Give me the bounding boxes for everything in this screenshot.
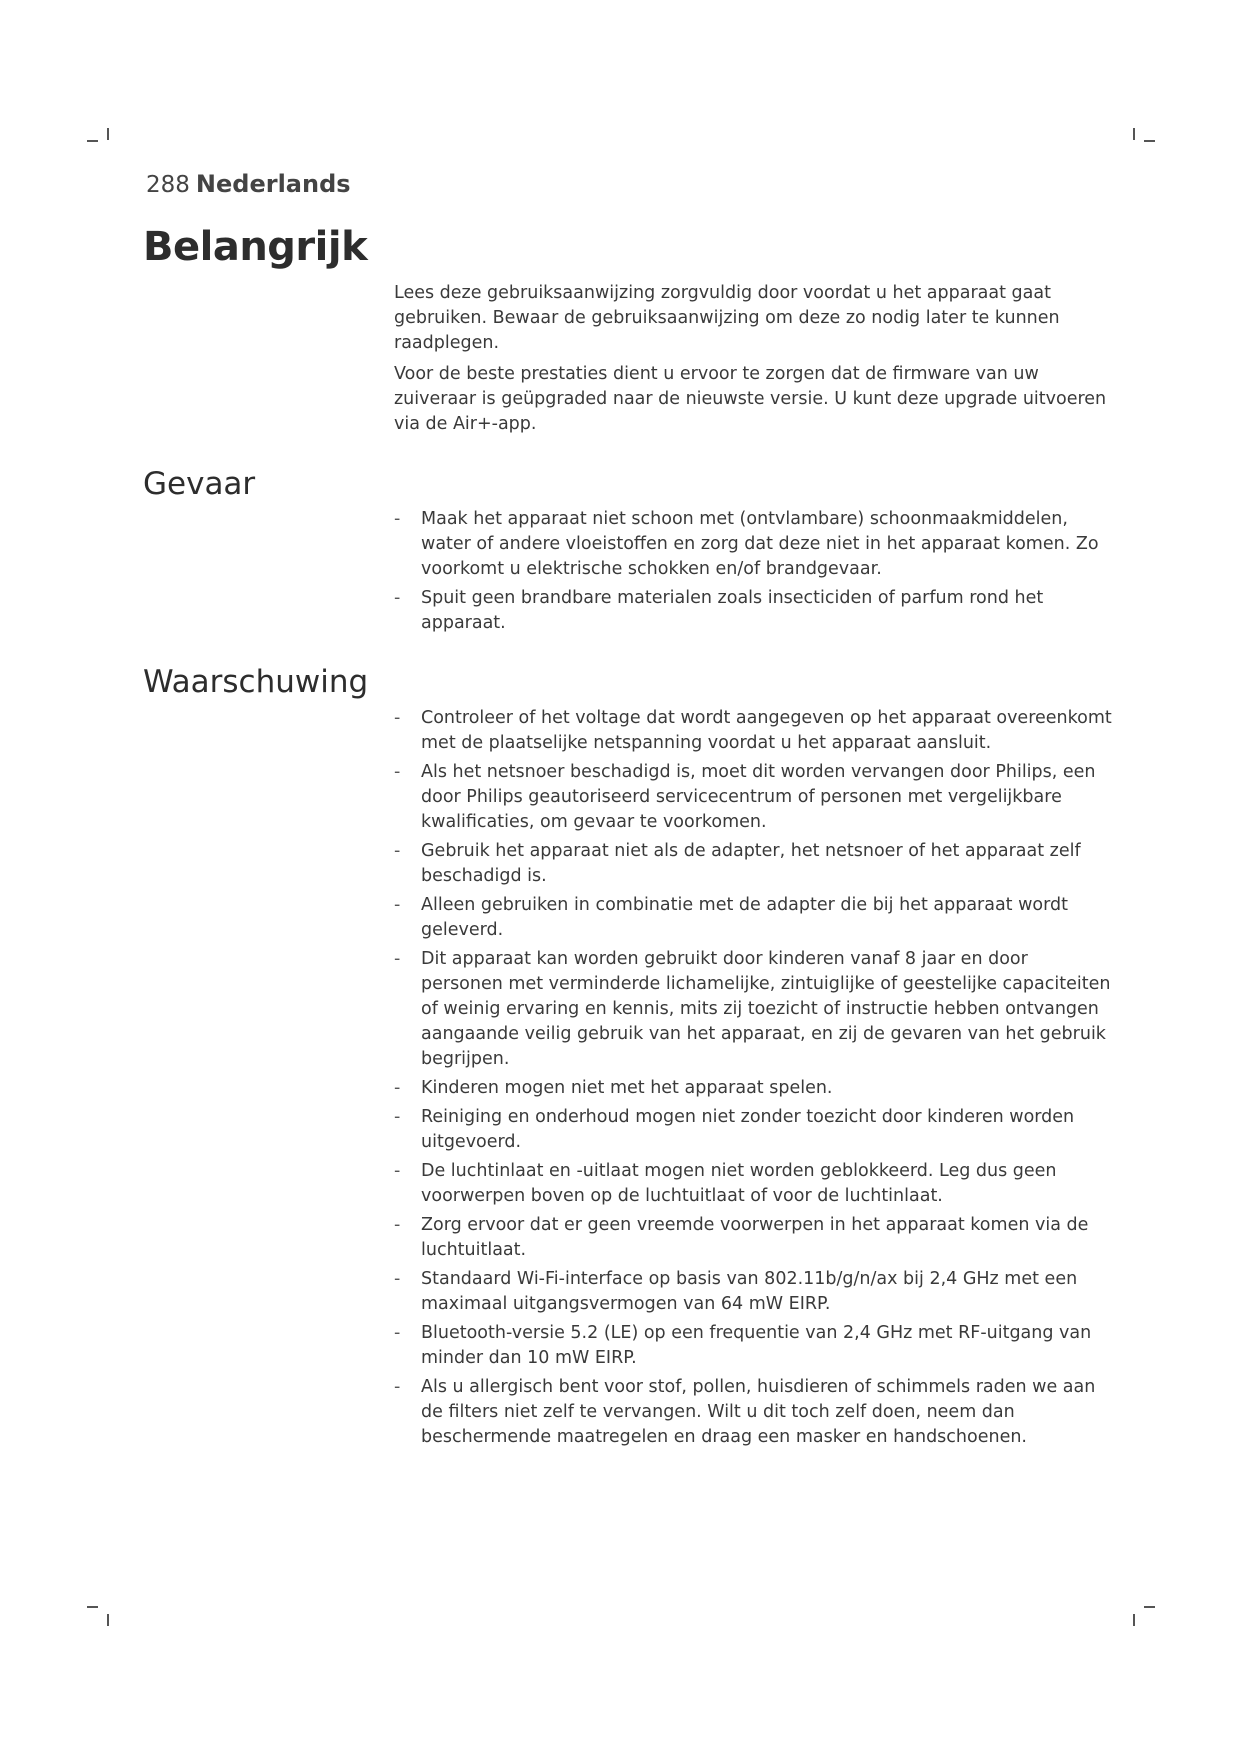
- list-item: - Kinderen mogen niet met het apparaat spelen.: [394, 1076, 1114, 1101]
- list-item: - Gebruik het apparaat niet als de adapter, het netsnoer of het apparaat zelf beschadigd is.: [394, 839, 1114, 889]
- crop-mark-top-right: [1144, 140, 1155, 142]
- waarschuwing-body: [394, 706, 1114, 1454]
- crop-mark-bottom-right: [1144, 1606, 1155, 1608]
- list-item: - Zorg ervoor dat er geen vreemde voorwerpen in het apparaat komen via de luchtuitlaat.: [394, 1213, 1114, 1263]
- list-item: - Spuit geen brandbare materialen zoals insecticiden of parfum rond het apparaat.: [394, 586, 1114, 636]
- gevaar-body: [394, 507, 1114, 640]
- page-number: 288: [146, 172, 190, 198]
- list-item: - Controleer of het voltage dat wordt aangegeven op het apparaat overeenkomt met de plaatselijke netspanning voordat u het apparaat aansluit.: [394, 706, 1114, 756]
- crop-mark-top-left: [107, 128, 109, 140]
- list-item: - Maak het apparaat niet schoon met (ontvlambare) schoonmaakmiddelen, water of andere vloeistoffen en zorg dat deze niet in het apparaat komen. Zo voorkomt u elektrische schokken en/of brandgevaar.: [394, 507, 1114, 582]
- list-item: - Als u allergisch bent voor stof, pollen, huisdieren of schimmels raden we aan de filters niet zelf te vervangen. Wilt u dit toch zelf doen, neem dan beschermende maatregelen en draag een masker en handschoenen.: [394, 1375, 1114, 1450]
- crop-mark-top-right: [1133, 128, 1135, 140]
- section-title-belangrijk: Belangrijk: [143, 224, 368, 270]
- paragraph: Lees deze gebruiksaanwijzing zorgvuldig door voordat u het apparaat gaat gebruiken. Bewaar de gebruiksaanwijzing om deze zo nodig later te kunnen raadplegen.: [394, 283, 1060, 353]
- crop-mark-bottom-right: [1133, 1614, 1135, 1626]
- crop-mark-bottom-left: [107, 1614, 109, 1626]
- page-language: Nederlands: [195, 170, 351, 198]
- gevaar-list: [394, 507, 1114, 636]
- list-item: - Dit apparaat kan worden gebruikt door kinderen vanaf 8 jaar en door personen met verminderde lichamelijke, zintuiglijke of geestelijke capaciteiten of weinig ervaring en kennis, mits zij toezicht of instructie hebben ontvangen aangaande veilig gebruik van het apparaat, en zij de gevaren van het gebruik begrijpen.: [394, 947, 1114, 1072]
- belangrijk-body: [394, 281, 1114, 443]
- list-item: - De luchtinlaat en -uitlaat mogen niet worden geblokkeerd. Leg dus geen voorwerpen boven op de luchtuitlaat of voor de luchtinlaat.: [394, 1159, 1114, 1209]
- section-title-gevaar: Gevaar: [143, 466, 256, 502]
- crop-mark-bottom-left: [87, 1606, 98, 1608]
- section-title-waarschuwing: Waarschuwing: [143, 664, 369, 700]
- crop-mark-top-left: [87, 140, 98, 142]
- list-item: - Standaard Wi-Fi-interface op basis van 802.11b/g/n/ax bij 2,4 GHz met een maximaal uitgangsvermogen van 64 mW EIRP.: [394, 1267, 1114, 1317]
- page-header: [146, 170, 351, 198]
- list-item: - Alleen gebruiken in combinatie met de adapter die bij het apparaat wordt geleverd.: [394, 893, 1114, 943]
- list-item: - Reiniging en onderhoud mogen niet zonder toezicht door kinderen worden uitgevoerd.: [394, 1105, 1114, 1155]
- list-item: - Bluetooth-versie 5.2 (LE) op een frequentie van 2,4 GHz met RF-uitgang van minder dan 10 mW EIRP.: [394, 1321, 1114, 1371]
- waarschuwing-list: [394, 706, 1114, 1450]
- list-item: - Als het netsnoer beschadigd is, moet dit worden vervangen door Philips, een door Philips geautoriseerd servicecentrum of personen met vergelijkbare kwalificaties, om gevaar te voorkomen.: [394, 760, 1114, 835]
- paragraph: Voor de beste prestaties dient u ervoor te zorgen dat de firmware van uw zuiveraar is geüpgraded naar de nieuwste versie. U kunt deze upgrade uitvoeren via de Air+-app.: [394, 364, 1107, 434]
